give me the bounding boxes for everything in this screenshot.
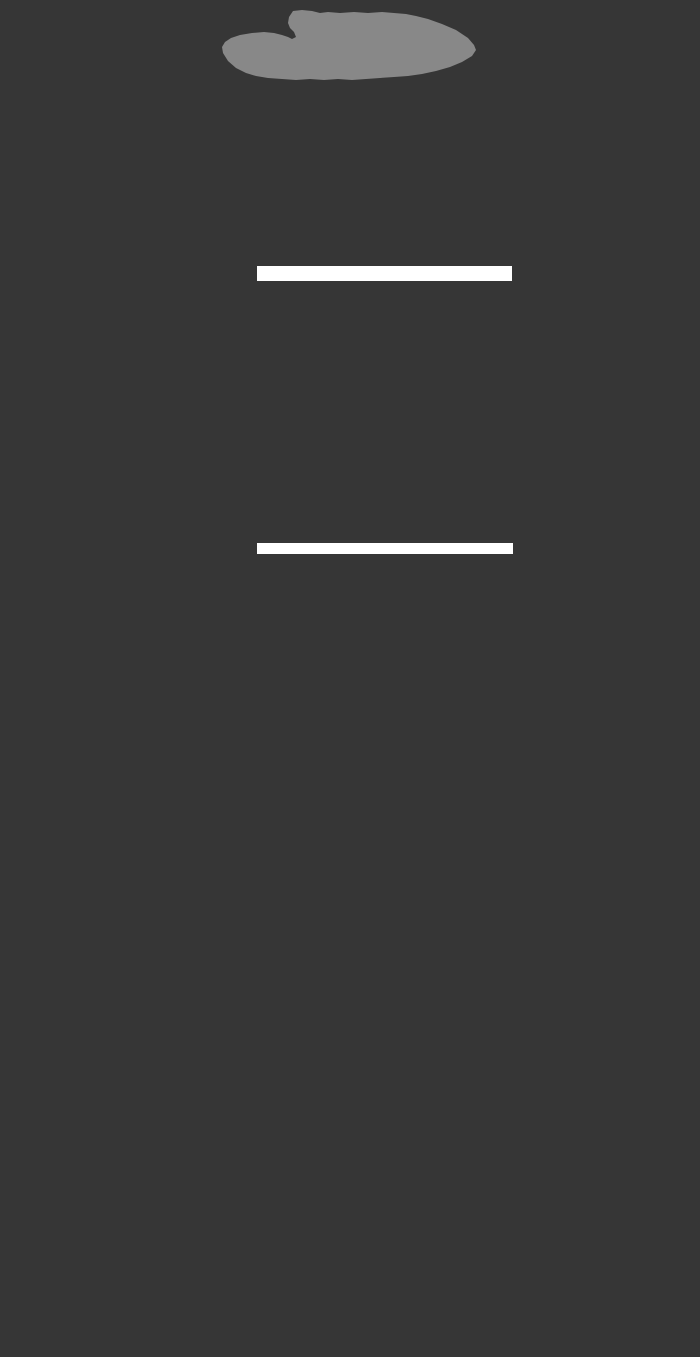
secondary-content-bar[interactable] (257, 543, 513, 554)
redaction-blob-path (222, 10, 476, 80)
redaction-blob (216, 6, 482, 86)
primary-content-bar[interactable] (257, 266, 512, 281)
canvas-description (0, 0, 1, 1)
upper-empty-region (0, 86, 700, 266)
middle-empty-region (0, 281, 700, 543)
lower-empty-region (0, 554, 700, 1357)
